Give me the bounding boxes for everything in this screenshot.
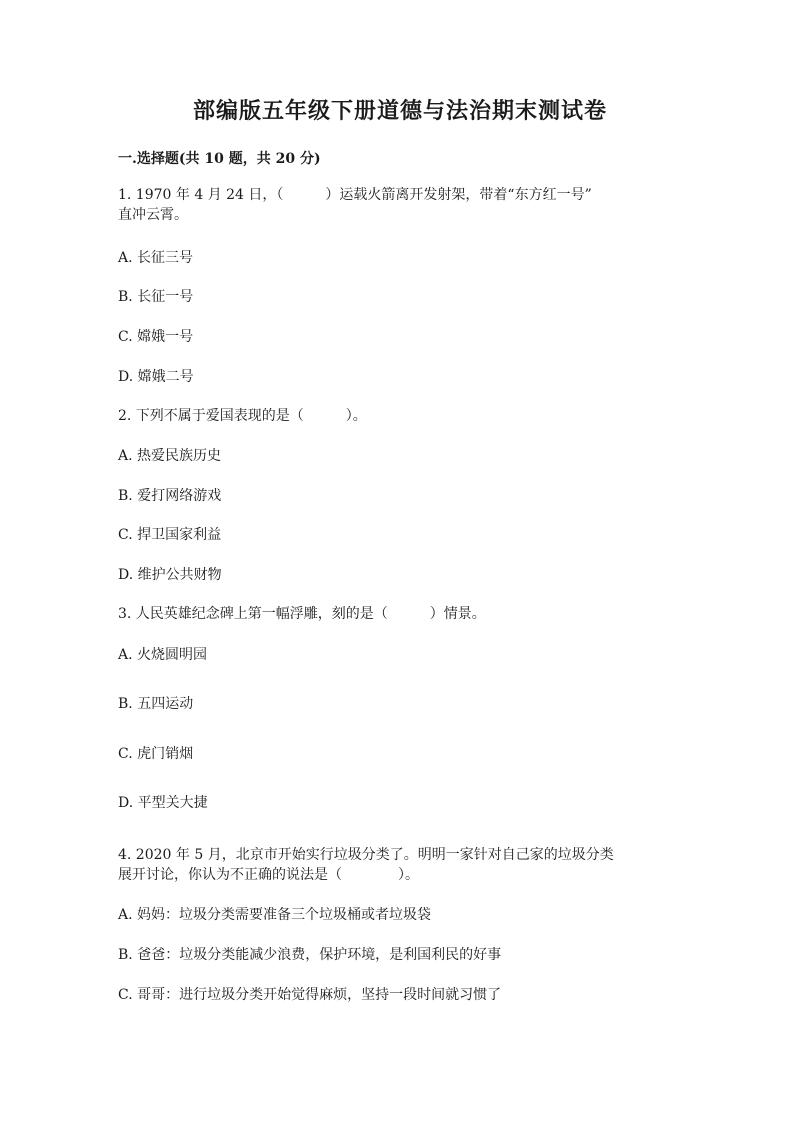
question-3-option-a: A. 火烧圆明园 — [118, 647, 208, 663]
exam-title: 部编版五年级下册道德与法治期末测试卷 — [192, 98, 607, 124]
question-1-option-d: D. 嫦娥二号 — [118, 369, 194, 385]
question-1-option-a: A. 长征三号 — [118, 250, 194, 266]
question-4-option-a: A. 妈妈：垃圾分类需要准备三个垃圾桶或者垃圾袋 — [118, 907, 432, 923]
question-1-stem-line-2: 直冲云霄。 — [118, 207, 188, 223]
question-2-option-d: D. 维护公共财物 — [118, 567, 222, 583]
question-2-stem-line-1: 2. 下列不属于爱国表现的是（ ）。 — [118, 408, 367, 424]
question-4-option-c: C. 哥哥：进行垃圾分类开始觉得麻烦，坚持一段时间就习惯了 — [118, 987, 502, 1003]
question-3-stem-line-1: 3. 人民英雄纪念碑上第一幅浮雕，刻的是（ ）情景。 — [118, 606, 486, 622]
section-heading: 一.选择题(共 10 题，共 20 分) — [118, 151, 321, 167]
question-3-option-b: B. 五四运动 — [118, 696, 194, 712]
question-4-stem-line-2: 展开讨论，你认为不正确的说法是（ ）。 — [118, 867, 419, 883]
question-4-stem-line-1: 4. 2020 年 5 月，北京市开始实行垃圾分类了。明明一家针对自己家的垃圾分类 — [118, 847, 614, 863]
question-2-option-c: C. 捍卫国家利益 — [118, 527, 222, 543]
question-3-option-d: D. 平型关大捷 — [118, 795, 208, 811]
question-2-option-a: A. 热爱民族历史 — [118, 448, 222, 464]
question-4-option-b: B. 爸爸：垃圾分类能减少浪费，保护环境，是利国利民的好事 — [118, 947, 502, 963]
question-1-option-c: C. 嫦娥一号 — [118, 329, 194, 345]
question-1-option-b: B. 长征一号 — [118, 289, 194, 305]
question-1-stem-line-1: 1. 1970 年 4 月 24 日，（ ）运载火箭离开发射架，带着“东方红一号” — [118, 187, 592, 203]
question-2-option-b: B. 爱打网络游戏 — [118, 488, 222, 504]
question-3-option-c: C. 虎门销烟 — [118, 746, 194, 762]
